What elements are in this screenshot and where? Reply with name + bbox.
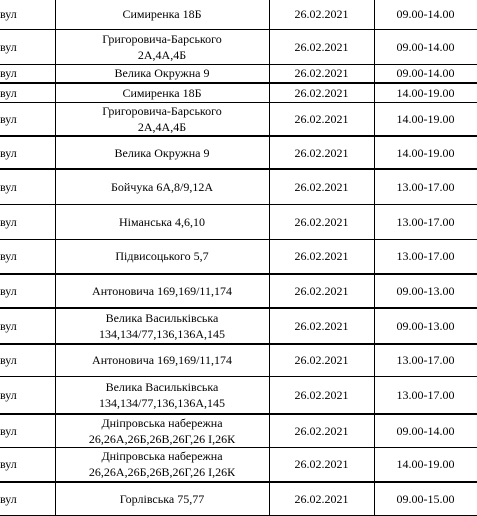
address-line: Григоровича-Барського bbox=[102, 103, 222, 118]
table-row bbox=[0, 102, 477, 136]
table-row bbox=[0, 344, 477, 376]
time-range-cell: 14.00-19.00 bbox=[374, 102, 477, 136]
table-row bbox=[0, 0, 477, 29]
table-row bbox=[0, 274, 477, 308]
date-cell: 26.02.2021 bbox=[269, 376, 374, 414]
address-cell bbox=[55, 239, 269, 274]
address-line: Велика Васильківська bbox=[105, 311, 219, 325]
street-type-cell: вул bbox=[0, 136, 55, 169]
date-cell: 26.02.2021 bbox=[269, 204, 374, 239]
address-line: 2А,4А,4Б bbox=[137, 47, 187, 62]
date-cell: 26.02.2021 bbox=[269, 169, 374, 204]
address-cell bbox=[55, 102, 269, 136]
date-cell: 26.02.2021 bbox=[269, 239, 374, 274]
street-type-cell: вул bbox=[0, 204, 55, 239]
address-line: Німанська 4,6,10 bbox=[118, 214, 206, 229]
street-type-cell: вул bbox=[0, 414, 55, 448]
address-cell bbox=[55, 344, 269, 376]
time-range-cell: 13.00-17.00 bbox=[374, 344, 477, 376]
table-row bbox=[0, 239, 477, 274]
date-cell: 26.02.2021 bbox=[269, 448, 374, 482]
table-row bbox=[0, 64, 477, 83]
date-cell: 26.02.2021 bbox=[269, 64, 374, 83]
address-line: Підвисоцького 5,7 bbox=[115, 249, 209, 264]
date-cell: 26.02.2021 bbox=[269, 344, 374, 376]
time-range-cell: 14.00-19.00 bbox=[374, 448, 477, 482]
street-type-cell: вул bbox=[0, 308, 55, 344]
address-line: Симиренка 18Б bbox=[122, 85, 202, 100]
date-cell: 26.02.2021 bbox=[269, 274, 374, 308]
street-type-cell: вул bbox=[0, 0, 55, 29]
address-line: 2А,4А,4Б bbox=[137, 119, 187, 134]
address-cell bbox=[55, 482, 269, 516]
table-row bbox=[0, 376, 477, 414]
street-type-cell: вул bbox=[0, 482, 55, 516]
time-range-cell: 09.00-15.00 bbox=[374, 482, 477, 516]
address-cell bbox=[55, 308, 269, 344]
address-cell bbox=[55, 376, 269, 414]
street-type-cell: вул bbox=[0, 64, 55, 83]
street-type-cell: вул bbox=[0, 239, 55, 274]
street-type-cell: вул bbox=[0, 102, 55, 136]
time-range-cell: 13.00-17.00 bbox=[374, 239, 477, 274]
address-cell bbox=[55, 136, 269, 169]
address-line: Велика Окружна 9 bbox=[114, 145, 210, 160]
address-line: 134,134/77,136,136А,145 bbox=[99, 327, 225, 341]
street-type-cell: вул bbox=[0, 83, 55, 102]
time-range-cell: 09.00-13.00 bbox=[374, 274, 477, 308]
address-line: Горлівська 75,77 bbox=[119, 491, 205, 506]
time-range-cell: 13.00-17.00 bbox=[374, 204, 477, 239]
address-line: Бойчука 6А,8/9,12А bbox=[111, 179, 213, 194]
date-cell: 26.02.2021 bbox=[269, 308, 374, 344]
street-type-cell: вул bbox=[0, 344, 55, 376]
table-row bbox=[0, 448, 477, 482]
address-line: 26,26А,26Б,26В,26Г,26 І,26К bbox=[88, 465, 236, 480]
address-cell bbox=[55, 29, 269, 64]
address-line: 134,134/77,136,136А,145 bbox=[99, 395, 225, 410]
time-range-cell: 09.00-14.00 bbox=[374, 0, 477, 29]
table-row bbox=[0, 414, 477, 448]
date-cell: 26.02.2021 bbox=[269, 414, 374, 448]
time-range-cell: 14.00-19.00 bbox=[374, 136, 477, 169]
time-range-cell: 14.00-19.00 bbox=[374, 83, 477, 102]
address-cell bbox=[55, 448, 269, 482]
address-line: Антоновича 169,169/11,174 bbox=[92, 353, 232, 368]
address-line: Симиренка 18Б bbox=[122, 7, 202, 22]
street-type-cell: вул bbox=[0, 376, 55, 414]
street-type-cell: вул bbox=[0, 274, 55, 308]
address-cell bbox=[55, 169, 269, 204]
table-row bbox=[0, 308, 477, 344]
table-row bbox=[0, 204, 477, 239]
street-type-cell: вул bbox=[0, 29, 55, 64]
table-row bbox=[0, 83, 477, 102]
time-range-cell: 09.00-14.00 bbox=[374, 29, 477, 64]
address-cell bbox=[55, 64, 269, 83]
address-line: Велика Окружна 9 bbox=[114, 66, 210, 81]
time-range-cell: 13.00-17.00 bbox=[374, 169, 477, 204]
table-row bbox=[0, 482, 477, 516]
time-range-cell: 13.00-17.00 bbox=[374, 376, 477, 414]
address-cell bbox=[55, 274, 269, 308]
street-type-cell: вул bbox=[0, 169, 55, 204]
address-line: Велика Васильківська bbox=[105, 379, 219, 394]
time-range-cell: 09.00-14.00 bbox=[374, 414, 477, 448]
date-cell: 26.02.2021 bbox=[269, 29, 374, 64]
address-line: Григоровича-Барського bbox=[102, 31, 222, 46]
date-cell: 26.02.2021 bbox=[269, 482, 374, 516]
street-type-cell: вул bbox=[0, 448, 55, 482]
date-cell: 26.02.2021 bbox=[269, 83, 374, 102]
time-range-cell: 09.00-13.00 bbox=[374, 308, 477, 344]
address-line: 26,26А,26Б,26В,26Г,26 І,26К bbox=[88, 432, 236, 446]
table-row bbox=[0, 136, 477, 169]
date-cell: 26.02.2021 bbox=[269, 0, 374, 29]
address-cell bbox=[55, 204, 269, 239]
table-row bbox=[0, 29, 477, 64]
time-range-cell: 09.00-14.00 bbox=[374, 64, 477, 83]
date-cell: 26.02.2021 bbox=[269, 136, 374, 169]
address-line: Дніпровська набережна bbox=[101, 449, 223, 464]
address-cell bbox=[55, 0, 269, 29]
table-row bbox=[0, 169, 477, 204]
address-line: Дніпровська набережна bbox=[101, 416, 223, 430]
address-line: Антоновича 169,169/11,174 bbox=[92, 284, 232, 298]
address-cell bbox=[55, 83, 269, 102]
date-cell: 26.02.2021 bbox=[269, 102, 374, 136]
address-cell bbox=[55, 414, 269, 448]
